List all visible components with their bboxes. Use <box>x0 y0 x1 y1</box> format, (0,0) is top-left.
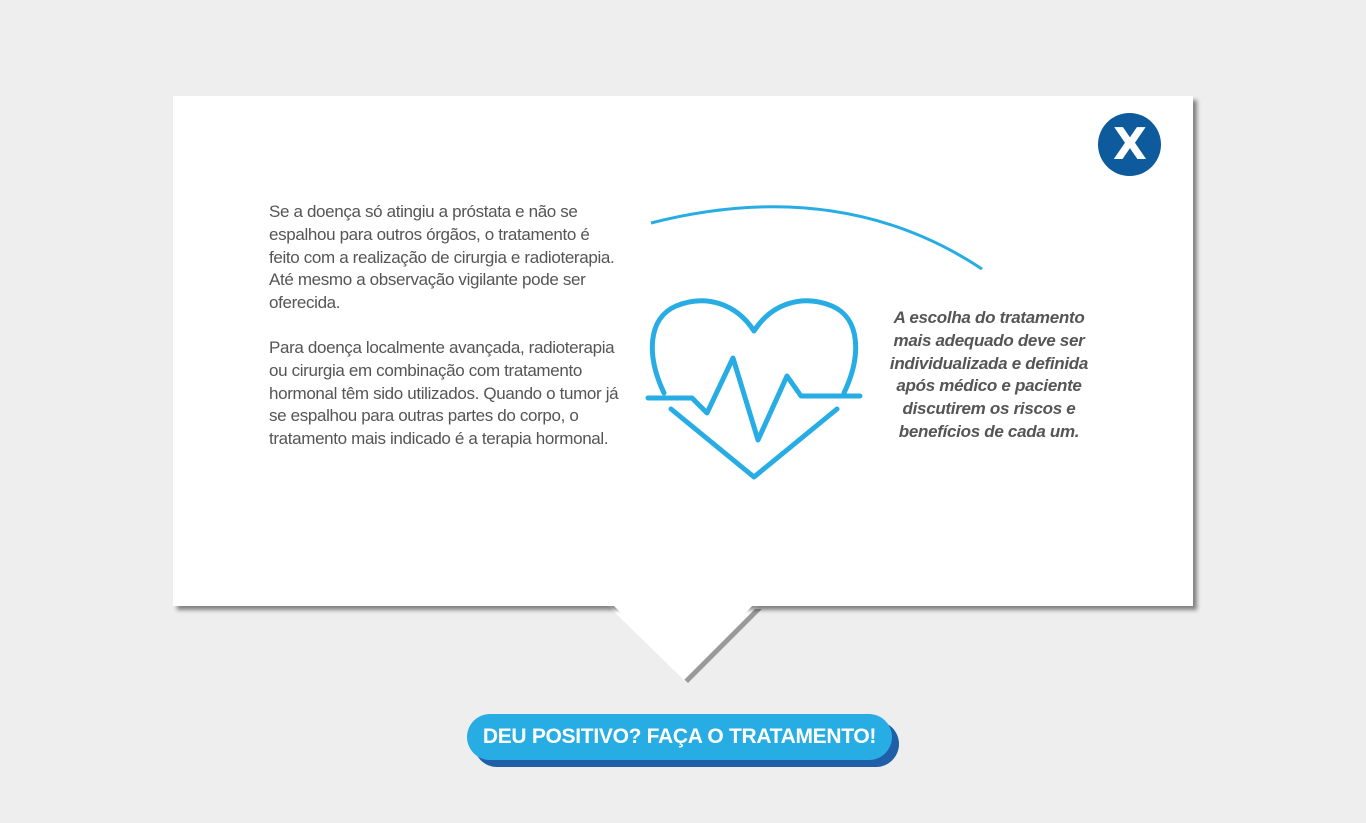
close-icon: X <box>1113 119 1146 170</box>
close-button[interactable] <box>1098 113 1161 176</box>
treatment-description <box>269 201 619 473</box>
cta-button[interactable]: DEU POSITIVO? FAÇA O TRATAMENTO! <box>467 714 892 760</box>
paragraph-localized: Se a doença só atingiu a próstata e não se espalhou para outros órgãos, o tratamento é feito com a realização de cirurgia e radioterapia. Até mesmo a observação vigilante pode ser oferecida. <box>269 202 615 313</box>
paragraph-advanced: Para doença localmente avançada, radioterapia ou cirurgia em combinação com tratamento hormonal têm sido utilizados. Quando o tumor já se espalhou para outras partes do corpo, o tratamento mais indicado é a terapia hormonal. <box>269 337 619 449</box>
treatment-quote: A escolha do tratamento mais adequado deve ser individualizada e definida após médico e paciente discutirem os riscos e benefícios de cada um. <box>889 308 1089 441</box>
